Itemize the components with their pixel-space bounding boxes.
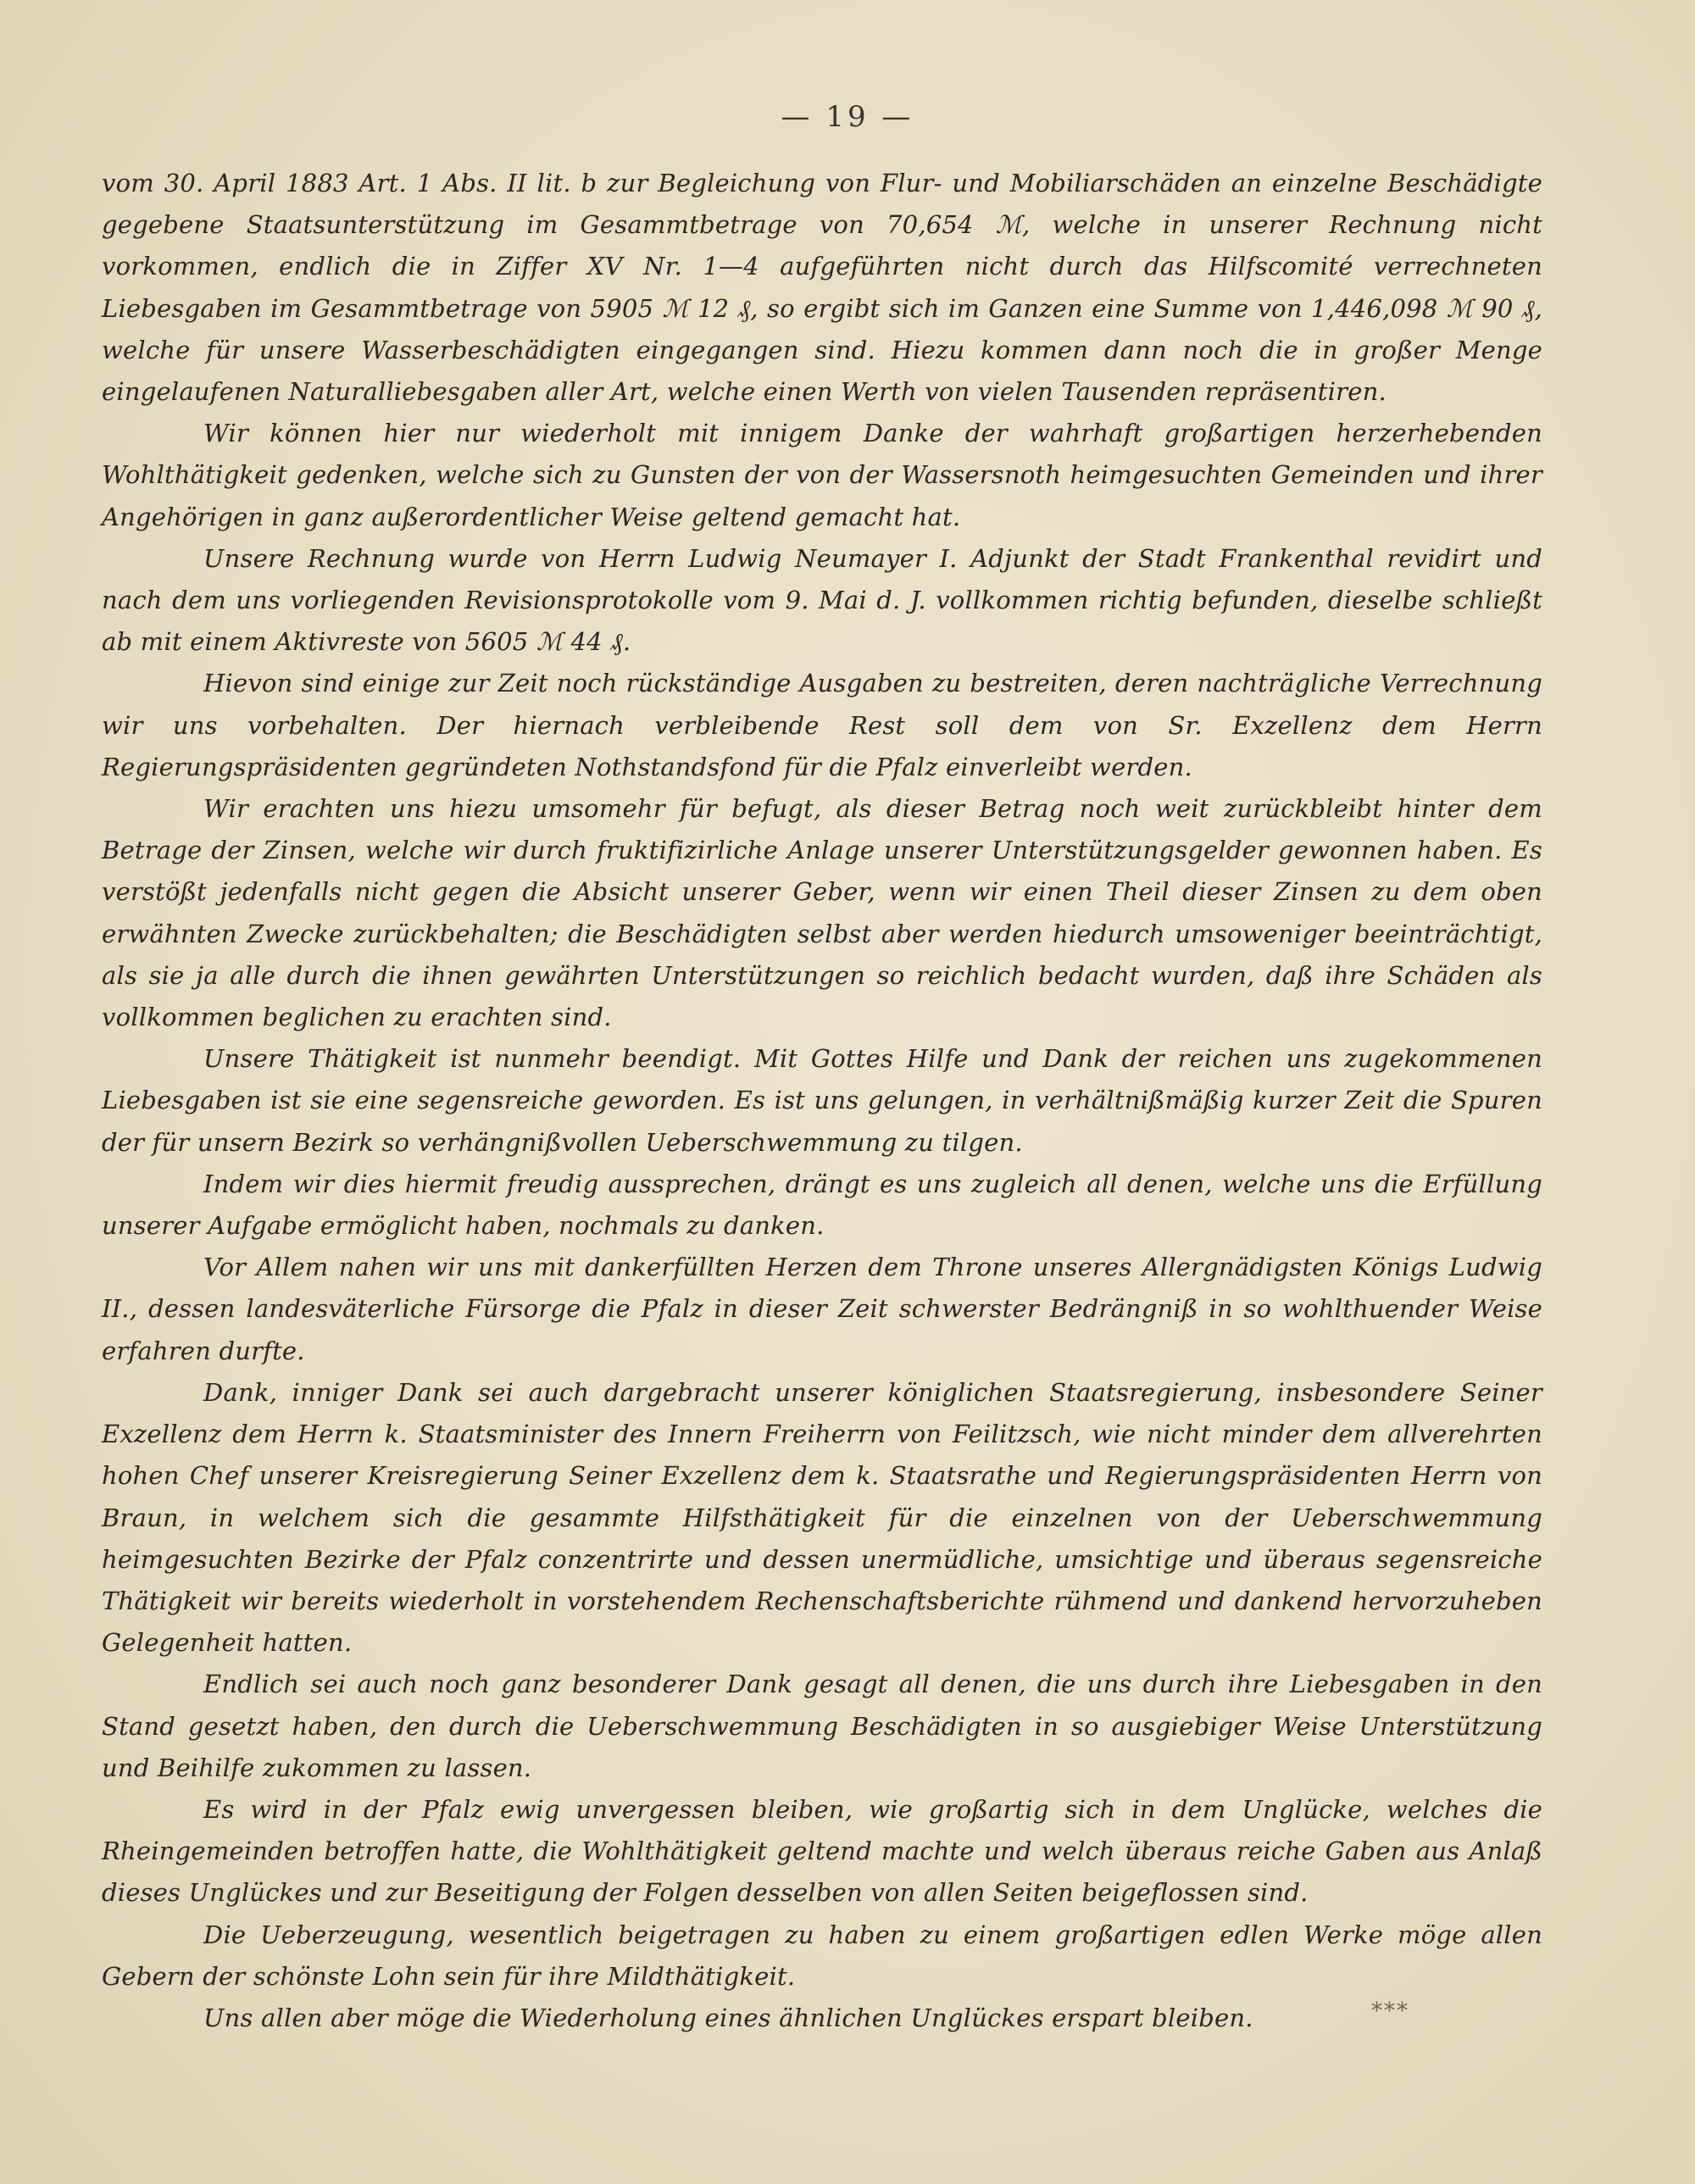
paragraph-12: Die Ueberzeugung, wesentlich beigetragen zu haben zu einem großartigen edlen Werke möge allen Gebern der schönste Lohn sein für ihre Mildthätigkeit.: [102, 1920, 1542, 1991]
body-text: [102, 163, 1542, 2039]
paragraph-5: Wir erachten uns hiezu umsomehr für befugt, als dieser Betrag noch weit zurückbleibt hinter dem Betrage der Zinsen, welche wir durch fruktifizirliche Anlage unserer Unterstützungsgelder gewonnen haben. Es verstößt jedenfalls nicht gegen die Absicht unserer Geber, wenn wir einen Theil dieser Zinsen zu dem oben erwähnten Zwecke zurückbehalten; die Beschädigten selbst aber werden hiedurch umsoweniger beeinträchtigt, als sie ja alle durch die ihnen gewährten Unterstützungen so reichlich bedacht wurden, daß ihre Schäden als vollkommen beglichen zu erachten sind.: [102, 794, 1542, 1032]
paragraph-3: Unsere Rechnung wurde von Herrn Ludwig Neumayer I. Adjunkt der Stadt Frankenthal revidirt und nach dem uns vorliegenden Revisionsprotokolle vom 9. Mai d. J. vollkommen richtig befunden, dieselbe schließt ab mit einem Aktivreste von 5605 ℳ 44 ₰.: [102, 543, 1542, 657]
end-ornament: ***: [1371, 1998, 1409, 2024]
paragraph-8: Vor Allem nahen wir uns mit dankerfüllten Herzen dem Throne unseres Allergnädigsten Königs Ludwig II., dessen landesväterliche Fürsorge die Pfalz in dieser Zeit schwerster Bedrängniß in so wohlthuender Weise erfahren durfte.: [102, 1253, 1542, 1365]
paragraph-2: Wir können hier nur wiederholt mit innigem Danke der wahrhaft großartigen herzerhebenden Wohlthätigkeit gedenken, welche sich zu Gunsten der von der Wassersnoth heimgesuchten Gemeinden und ihrer Angehörigen in ganz außerordentlicher Weise geltend gemacht hat.: [102, 419, 1542, 531]
page-number: — 19 —: [781, 100, 914, 134]
paragraph-10: Endlich sei auch noch ganz besonderer Dank gesagt all denen, die uns durch ihre Liebesgaben in den Stand gesetzt haben, den durch die Ueberschwemmung Beschädigten in so ausgiebiger Weise Unterstützung und Beihilfe zukommen zu lassen.: [102, 1670, 1542, 1782]
paragraph-4: Hievon sind einige zur Zeit noch rückständige Ausgaben zu bestreiten, deren nachträgliche Verrechnung wir uns vorbehalten. Der hiernach verbleibende Rest soll dem von Sr. Exzellenz dem Herrn Regierungspräsidenten gegründeten Nothstandsfond für die Pfalz einverleibt werden.: [102, 669, 1542, 781]
paragraph-9: Dank, inniger Dank sei auch dargebracht unserer königlichen Staatsregierung, insbesondere Seiner Exzellenz dem Herrn k. Staatsminister des Innern Freiherrn von Feilitzsch, wie nicht minder dem allverehrten hohen Chef unserer Kreisregierung Seiner Exzellenz dem k. Staatsrathe und Regierungspräsidenten Herrn von Braun, in welchem sich die gesammte Hilfsthätigkeit für die einzelnen von der Ueberschwemmung heimgesuchten Bezirke der Pfalz conzentrirte und dessen unermüdliche, umsichtige und überaus segensreiche Thätigkeit wir bereits wiederholt in vorstehendem Rechenschaftsberichte rühmend und dankend hervorzuheben Gelegenheit hatten.: [102, 1377, 1542, 1658]
paragraph-7: Indem wir dies hiermit freudig aussprechen, drängt es uns zugleich all denen, welche uns die Erfüllung unserer Aufgabe ermöglicht haben, nochmals zu danken.: [102, 1169, 1542, 1241]
paragraph-6: Unsere Thätigkeit ist nunmehr beendigt. Mit Gottes Hilfe und Dank der reichen uns zugekommenen Liebesgaben ist sie eine segensreiche geworden. Es ist uns gelungen, in verhältnißmäßig kurzer Zeit die Spuren der für unsern Bezirk so verhängnißvollen Ueberschwemmung zu tilgen.: [102, 1044, 1542, 1157]
paragraph-11: Es wird in der Pfalz ewig unvergessen bleiben, wie großartig sich in dem Unglücke, welches die Rheingemeinden betroffen hatte, die Wohlthätigkeit geltend machte und welch überaus reiche Gaben aus Anlaß dieses Unglückes und zur Beseitigung der Folgen desselben von allen Seiten beigeflossen sind.: [102, 1794, 1542, 1908]
paragraph-13: Uns allen aber möge die Wiederholung eines ähnlichen Unglückes erspart bleiben.: [203, 2003, 1253, 2032]
paragraph-1: vom 30. April 1883 Art. 1 Abs. II lit. b zur Begleichung von Flur- und Mobiliarschäden an einzelne Beschädigte gegebene Staatsunterstützung im Gesammtbetrage von 70,654 ℳ, welche in unserer Rechnung nicht vorkommen, endlich die in Ziffer XV Nr. 1—4 aufgeführten nicht durch das Hilfscomité verrechneten Liebesgaben im Gesammtbetrage von 5905 ℳ 12 ₰, so ergibt sich im Ganzen eine Summe von 1,446,098 ℳ 90 ₰, welche für unsere Wasserbeschädigten eingegangen sind. Hiezu kommen dann noch die in großer Menge eingelaufenen Naturalliebesgaben aller Art, welche einen Werth von vielen Tausenden repräsentiren.: [102, 169, 1542, 407]
